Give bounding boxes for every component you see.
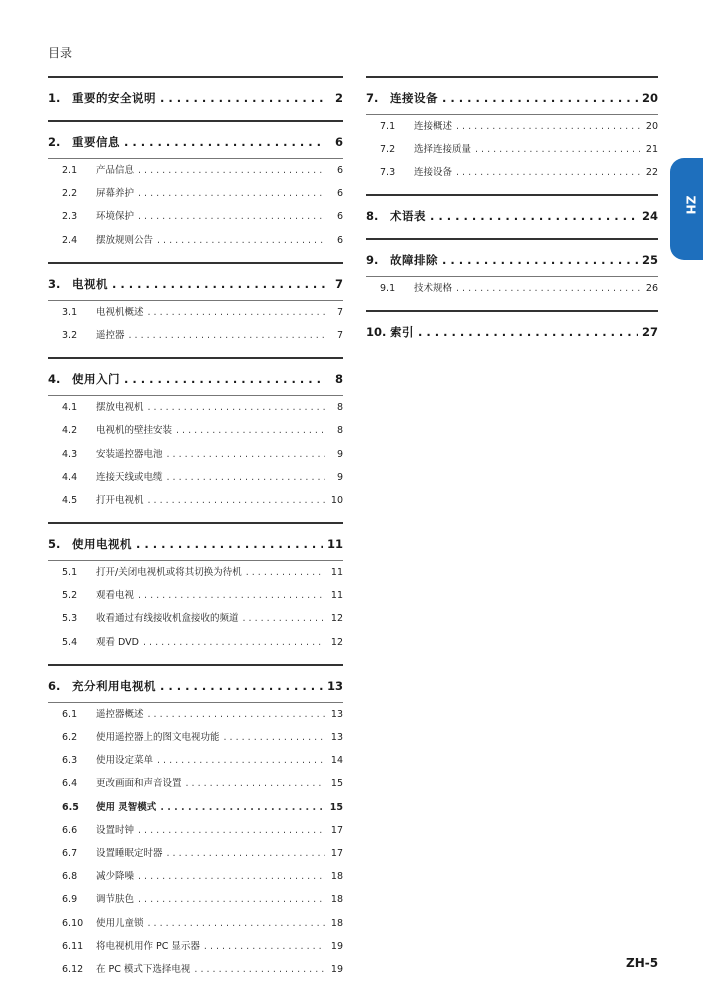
chapter-page: 6 [334,135,343,149]
toc-subsection-entry[interactable] [48,958,343,981]
subsection-title: 屏幕养护 [96,188,135,200]
chapter-page: 13 [326,678,343,693]
toc-subsection-entry[interactable] [48,912,343,935]
toc-chapter-entry[interactable] [366,208,658,228]
subsection-page: 6 [336,188,343,200]
subsection-number: 6.4 [62,778,78,790]
subsection-page: 9 [336,448,343,460]
chapter-title: 充分利用电视机 [72,678,156,693]
subsection-title: 调节肤色 [96,894,135,906]
subsection-title: 观看 DVD [96,636,139,648]
toc-subsection-entry[interactable] [48,935,343,958]
subsection-title: 产品信息 [96,165,135,176]
chapter-number: 3. [48,276,61,291]
chapter-title: 使用电视机 [72,537,132,552]
toc-subsection-entry[interactable] [48,842,343,865]
subsection-title: 技术规格 [414,283,453,294]
page-number: ZH-5 [626,956,659,970]
subsection-title: 使用儿童锁 [96,917,144,929]
dot-leader [160,796,325,819]
subsection-number: 4.1 [62,402,78,414]
subsection-number: 9.1 [380,283,396,294]
toc-subsection-entry[interactable] [48,419,343,442]
chapter-number: 10. [366,325,387,339]
toc-subsection-entry[interactable] [48,229,343,252]
toc-subsection-entry[interactable] [366,161,658,184]
dot-leader [456,161,640,184]
dot-leader [124,135,325,149]
subsection-page: 13 [330,708,343,720]
subsection-title: 连接设备 [414,167,453,178]
chapter-page: 20 [641,91,658,105]
toc-subsection-entry[interactable] [48,182,343,205]
toc-subsection-entry[interactable] [48,888,343,911]
subsection-list [366,276,658,300]
subsection-list [48,702,343,981]
subsection-page: 18 [330,871,343,883]
subsection-title: 连接概述 [414,121,453,132]
dot-leader [194,958,325,981]
chapter-number: 4. [48,372,61,387]
subsection-number: 7.1 [380,121,396,132]
toc-left-column [48,76,343,991]
toc-chapter-entry[interactable] [48,536,343,556]
toc-subsection-entry[interactable] [48,159,343,182]
subsection-title: 打开/关闭电视机或将其切换为待机 [96,567,242,579]
subsection-title: 使用 灵智模式 [96,801,157,813]
subsection-page: 21 [645,144,658,155]
toc-chapter-entry[interactable] [366,252,658,272]
subsection-title: 电视机的壁挂安装 [96,425,173,437]
subsection-page: 10 [330,494,343,506]
chapter-page: 27 [641,325,658,339]
subsection-number: 6.7 [62,847,78,859]
toc-subsection-entry[interactable] [48,772,343,795]
dot-leader [138,584,325,607]
chapter-number: 6. [48,678,61,693]
toc-subsection-entry[interactable] [48,749,343,772]
chapter-page: 11 [326,537,343,552]
dot-leader [160,91,325,105]
subsection-title: 减少降噪 [96,871,135,883]
subsection-page: 18 [330,894,343,906]
subsection-number: 2.1 [62,165,78,176]
subsection-page: 26 [645,283,658,294]
subsection-page: 19 [330,940,343,952]
subsection-number: 2.2 [62,188,78,200]
dot-leader [138,159,325,182]
toc-subsection-entry[interactable] [48,796,343,819]
chapter-title: 故障排除 [390,253,438,267]
toc-subsection-entry[interactable] [48,301,343,324]
subsection-page: 22 [645,167,658,178]
subsection-number: 6.5 [62,801,79,813]
toc-section [366,238,658,300]
subsection-number: 5.1 [62,567,78,579]
subsection-page: 8 [336,402,343,414]
dot-leader [136,537,323,551]
chapter-page: 8 [334,372,343,387]
toc-chapter-entry[interactable] [366,90,658,110]
page-title: 目录 [48,46,73,60]
subsection-page: 8 [336,425,343,437]
dot-leader [475,138,640,161]
chapter-title: 术语表 [390,209,426,223]
toc-subsection-entry[interactable] [48,607,343,630]
toc-subsection-entry[interactable] [48,631,343,654]
subsection-number: 7.3 [380,167,396,178]
toc-section [48,357,343,512]
subsection-page: 13 [330,732,343,743]
chapter-page: 2 [334,91,343,105]
subsection-title: 打开电视机 [96,494,144,506]
toc-section [48,664,343,981]
subsection-number: 6.8 [62,871,78,883]
subsection-number: 2.4 [62,234,78,246]
subsection-page: 6 [336,211,343,223]
subsection-title: 连接天线或电缆 [96,471,163,483]
toc-chapter-entry[interactable] [48,371,343,391]
subsection-number: 5.3 [62,613,78,625]
dot-leader [148,489,325,512]
subsection-number: 4.5 [62,494,78,506]
toc-section [48,120,343,252]
toc-subsection-entry[interactable] [48,443,343,466]
subsection-list [48,560,343,654]
subsection-title: 在 PC 模式下选择电视 [96,963,191,975]
chapter-title: 索引 [390,325,414,339]
toc-subsection-entry[interactable] [366,277,658,300]
chapter-title: 使用入门 [72,372,120,387]
chapter-title: 重要信息 [72,135,120,149]
dot-leader [148,912,325,935]
subsection-page: 7 [336,306,343,318]
subsection-title: 观看电视 [96,590,135,602]
dot-leader [124,372,325,386]
subsection-page: 17 [330,824,343,836]
dot-leader [176,419,325,442]
chapter-title: 电视机 [72,276,108,291]
dot-leader [167,443,325,466]
toc-subsection-entry[interactable] [48,205,343,228]
subsection-title: 安装遥控器电池 [96,448,163,460]
subsection-page: 11 [330,567,343,579]
subsection-list [48,395,343,512]
subsection-title: 更改画面和声音设置 [96,778,182,790]
subsection-number: 3.1 [62,306,78,318]
subsection-page: 19 [330,963,343,975]
toc-section [366,194,658,228]
chapter-number: 2. [48,135,61,149]
toc-subsection-entry[interactable] [48,584,343,607]
toc-chapter-entry[interactable] [48,276,343,296]
toc-section [48,76,343,110]
toc-chapter-entry[interactable] [48,90,343,110]
dot-leader [167,842,325,865]
subsection-page: 20 [645,121,658,132]
toc-section [48,262,343,347]
chapter-number: 1. [48,91,61,105]
dot-leader [224,726,325,749]
chapter-number: 9. [366,253,379,267]
toc-subsection-entry[interactable] [48,865,343,888]
subsection-title: 环境保护 [96,211,135,223]
dot-leader [138,205,325,228]
chapter-number: 7. [366,91,379,105]
subsection-page: 9 [336,471,343,483]
subsection-number: 6.11 [62,940,84,952]
dot-leader [167,466,325,489]
dot-leader [112,277,325,291]
subsection-number: 6.6 [62,824,78,836]
chapter-page: 7 [334,276,343,291]
subsection-page: 17 [330,847,343,859]
toc-subsection-entry[interactable] [48,396,343,419]
dot-leader [418,325,638,339]
subsection-list [48,300,343,347]
chapter-page: 25 [641,253,658,267]
dot-leader [138,182,325,205]
dot-leader [138,888,325,911]
subsection-list [48,158,343,252]
toc-subsection-entry[interactable] [48,466,343,489]
toc-chapter-entry[interactable] [48,134,343,154]
dot-leader [138,865,325,888]
dot-leader [138,819,325,842]
toc-subsection-entry[interactable] [48,324,343,347]
subsection-title: 摆放电视机 [96,402,144,414]
chapter-page: 24 [641,209,658,223]
dot-leader [246,561,325,584]
subsection-number: 4.4 [62,471,78,483]
subsection-title: 设置睡眠定时器 [96,847,163,859]
toc-section [48,522,343,654]
toc-section [366,76,658,184]
subsection-number: 5.2 [62,590,78,602]
toc-chapter-entry[interactable] [366,324,658,344]
language-tab-label: ZH [683,195,698,215]
subsection-page: 12 [330,636,343,648]
dot-leader [148,703,325,726]
subsection-number: 6.1 [62,708,78,720]
subsection-number: 6.2 [62,732,78,743]
toc-subsection-entry[interactable] [366,115,658,138]
dot-leader [157,749,325,772]
toc-subsection-entry[interactable] [48,489,343,512]
subsection-number: 2.3 [62,211,78,223]
subsection-title: 设置时钟 [96,824,135,836]
toc-subsection-entry[interactable] [366,138,658,161]
subsection-title: 选择连接质量 [414,144,472,155]
toc-section [366,310,658,344]
dot-leader [160,679,323,693]
chapter-title: 连接设备 [390,91,438,105]
subsection-page: 12 [330,613,343,625]
dot-leader [186,772,325,795]
subsection-page: 15 [329,801,343,813]
subsection-title: 电视机概述 [96,306,144,318]
dot-leader [456,277,640,300]
chapter-number: 5. [48,537,61,552]
dot-leader [456,115,640,138]
dot-leader [430,209,638,223]
subsection-title: 收看通过有线接收机盒接收的频道 [96,613,239,625]
toc-right-column [366,76,658,354]
subsection-number: 7.2 [380,144,396,155]
subsection-page: 6 [336,165,343,176]
subsection-page: 7 [336,329,343,341]
language-tab[interactable] [670,158,703,260]
subsection-number: 4.2 [62,425,78,437]
toc-subsection-entry[interactable] [48,726,343,749]
subsection-page: 18 [330,917,343,929]
subsection-title: 使用设定菜单 [96,755,154,767]
dot-leader [129,324,325,347]
subsection-number: 3.2 [62,329,78,341]
toc-subsection-entry[interactable] [48,561,343,584]
subsection-list [366,114,658,184]
dot-leader [143,631,325,654]
subsection-title: 将电视机用作 PC 显示器 [96,940,200,952]
toc-chapter-entry[interactable] [48,678,343,698]
chapter-number: 8. [366,209,379,223]
dot-leader [243,607,325,630]
chapter-title: 重要的安全说明 [72,91,156,105]
dot-leader [442,91,638,105]
subsection-number: 6.9 [62,894,78,906]
dot-leader [148,396,325,419]
subsection-page: 6 [336,234,343,246]
subsection-page: 11 [330,590,343,602]
subsection-number: 6.10 [62,917,84,929]
subsection-page: 15 [330,778,343,790]
dot-leader [442,253,638,267]
toc-subsection-entry[interactable] [48,819,343,842]
subsection-title: 遥控器概述 [96,708,144,720]
subsection-number: 6.3 [62,755,78,767]
subsection-title: 遥控器 [96,329,125,341]
subsection-title: 使用遥控器上的图文电视功能 [96,732,220,743]
dot-leader [204,935,325,958]
dot-leader [148,301,325,324]
subsection-page: 14 [330,755,343,767]
toc-subsection-entry[interactable] [48,703,343,726]
subsection-title: 摆放规则公告 [96,234,154,246]
subsection-number: 4.3 [62,448,78,460]
subsection-number: 6.12 [62,963,84,975]
dot-leader [157,229,325,252]
subsection-number: 5.4 [62,636,78,648]
